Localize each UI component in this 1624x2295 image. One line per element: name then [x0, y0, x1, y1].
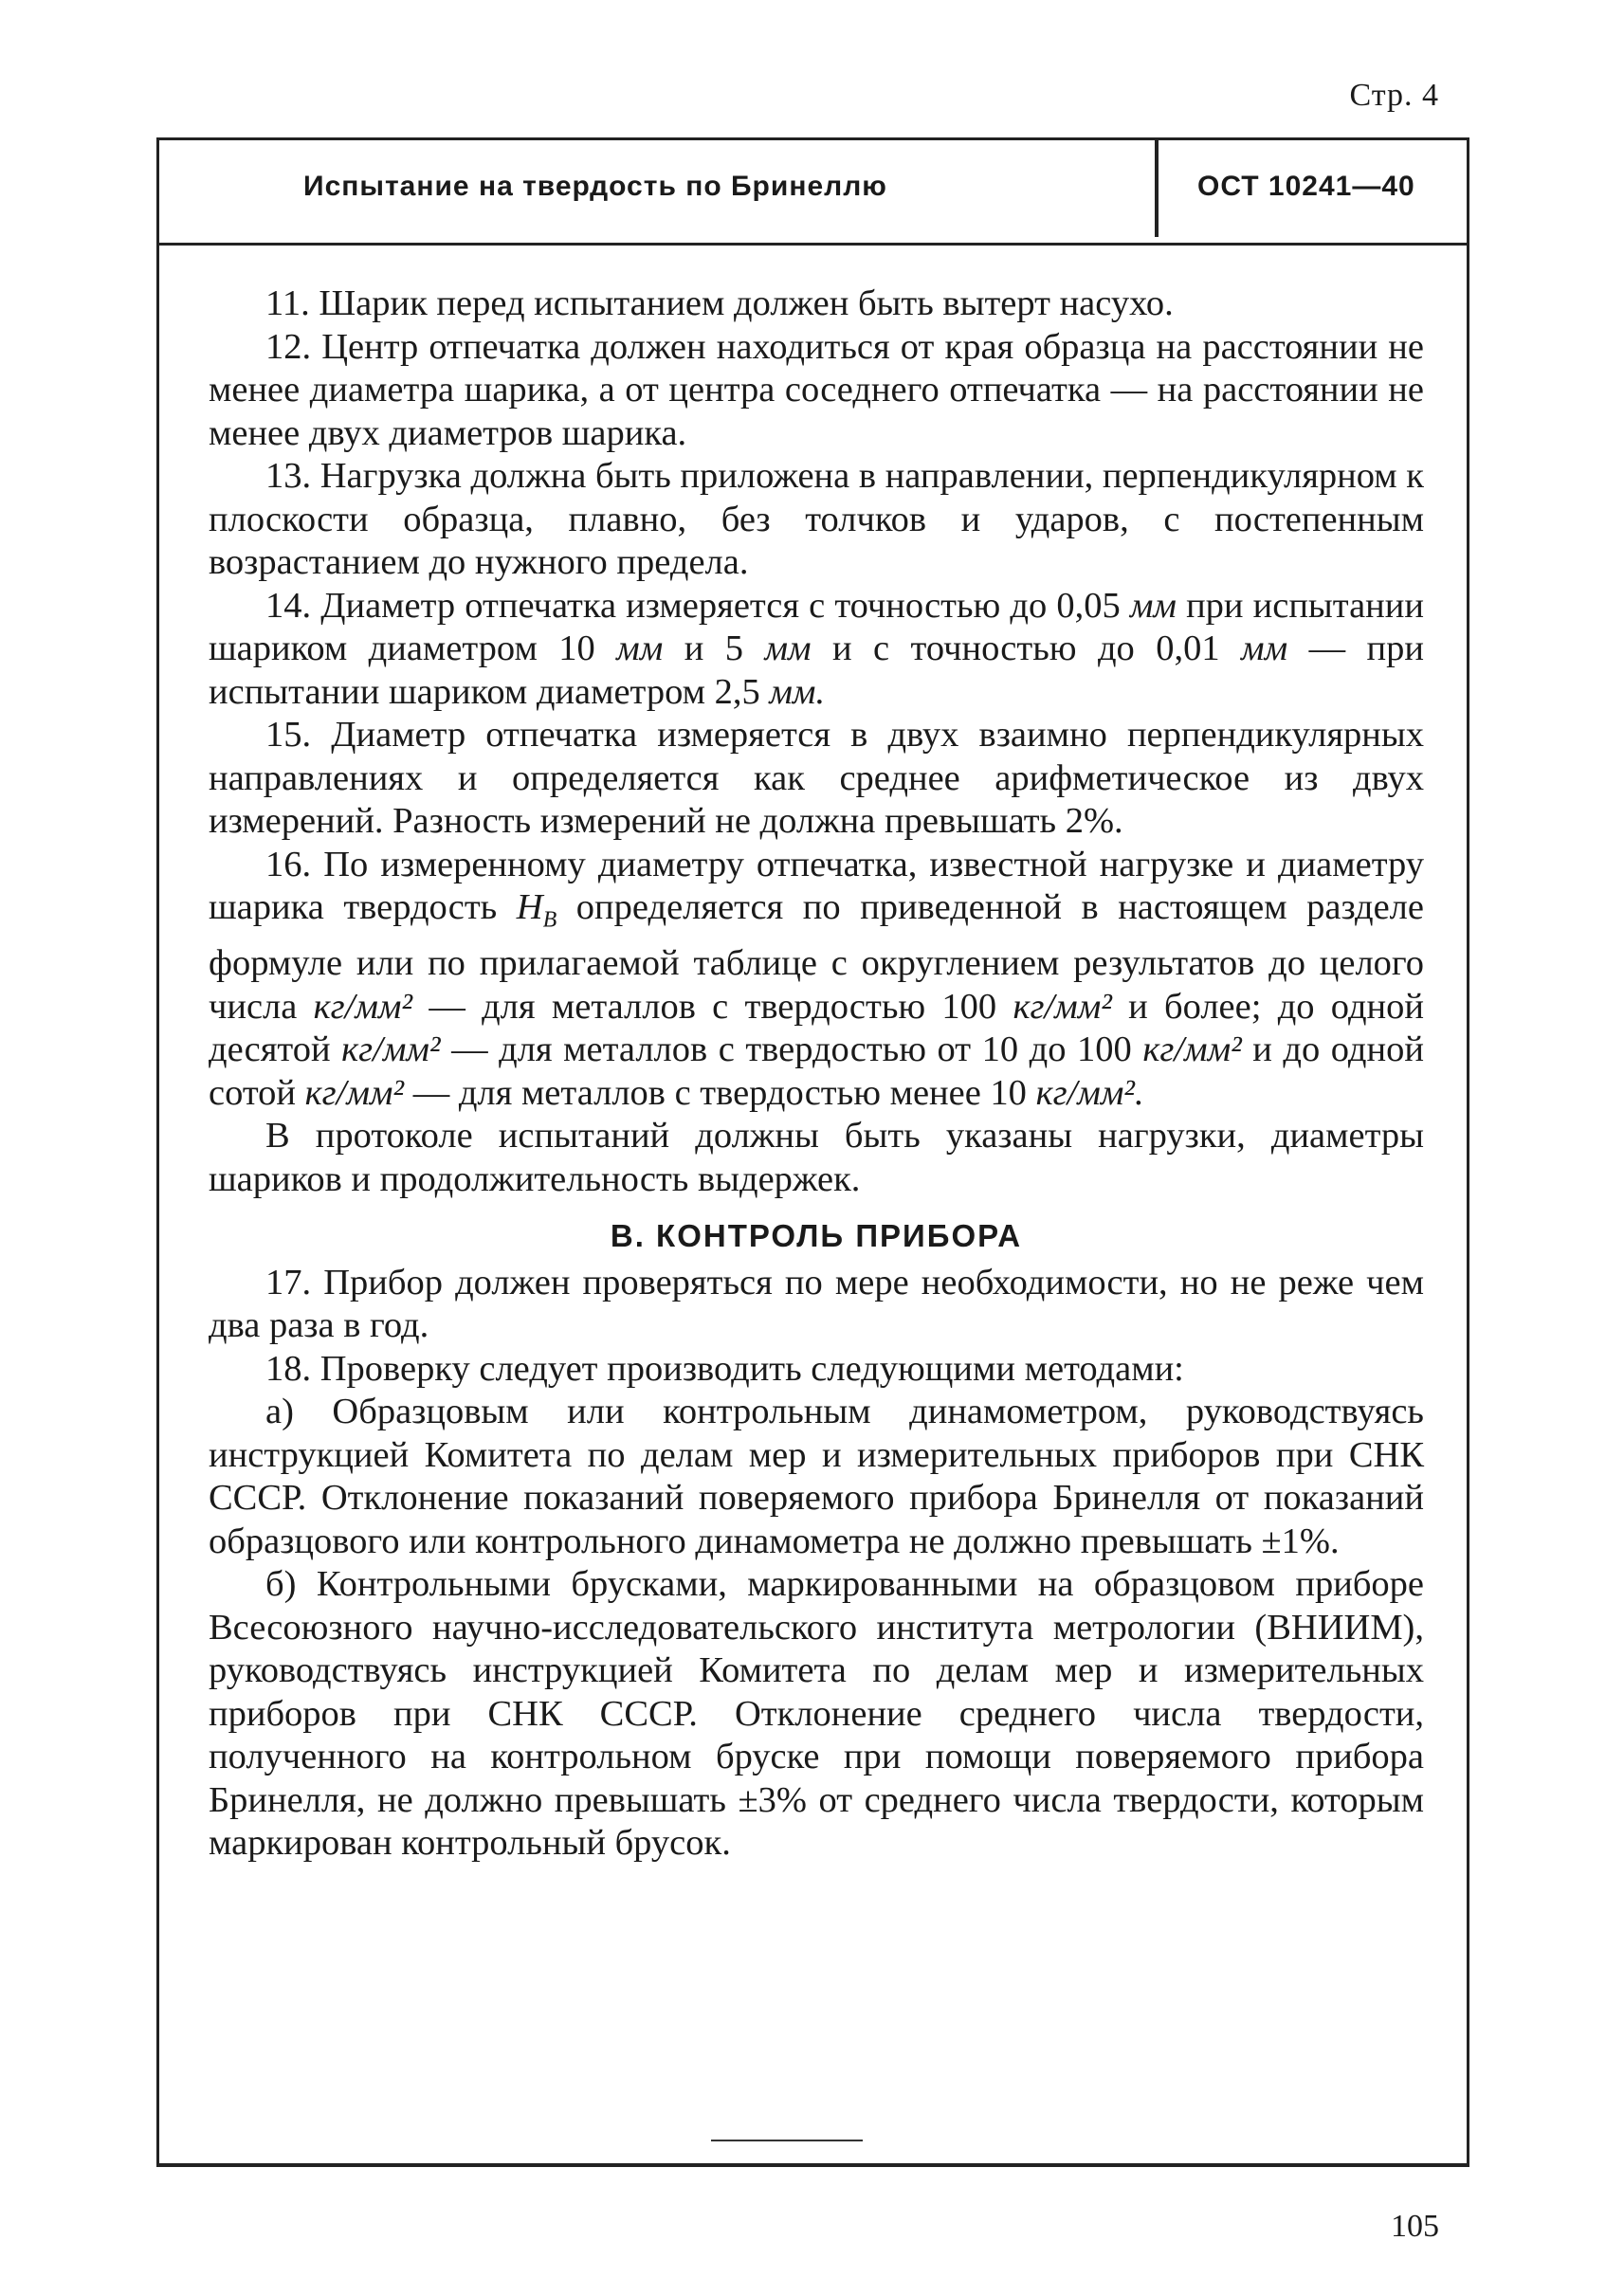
paragraph-11: 11. Шарик перед испытанием должен быть вытерт насухо.: [265, 283, 1174, 323]
paragraph-17: 17. Прибор должен проверяться по мере необходимости, но не реже чем два раза в год.: [209, 1262, 1424, 1346]
frame-top-rule: [156, 137, 1469, 140]
paragraph-12: 12. Центр отпечатка должен находиться от края образца на расстоянии не менее диаметра шарика, а от центра соседнего отпечатка — на расстоянии не менее двух диаметров шарика.: [209, 326, 1424, 453]
paragraph-14: 14. Диаметр отпечатка измеряется с точностью до 0,05 мм при испытании шариком диаметром 10 мм и 5 мм и с точностью до 0,01 мм — при испытании шариком диаметром 2,5 мм.: [209, 585, 1424, 712]
standard-code: ОСТ 10241—40: [1197, 171, 1415, 202]
document-body: [209, 282, 1424, 1866]
paragraph-18a: а) Образцовым или контрольным динамометром, руководствуясь инструкцией Комитета по делам мер и измерительных приборов при СНК СССР. Отклонение показаний поверяемого прибора Бринелля от показаний образцового или контрольного динамометра не должно превышать ±1%.: [209, 1392, 1424, 1561]
end-rule: [711, 2140, 863, 2141]
page-label: Стр. 4: [1349, 78, 1439, 113]
paragraph-16-note: В протоколе испытаний должны быть указаны нагрузки, диаметры шариков и продолжительность выдержек.: [209, 1116, 1424, 1199]
hardness-symbol: $H_B$: [516, 887, 557, 933]
header-divider: [1155, 140, 1159, 237]
frame-bottom-rule: [156, 2163, 1469, 2167]
document-title: Испытание на твердость по Бринеллю: [303, 171, 887, 202]
section-heading-b: В. КОНТРОЛЬ ПРИБОРА: [610, 1218, 1023, 1254]
page-number: 105: [1391, 2209, 1439, 2244]
paragraph-13: 13. Нагрузка должна быть приложена в направлении, перпендикулярном к плоскости образца, плавно, без толчков и ударов, с постепенным возрастанием до нужного предела.: [209, 456, 1424, 582]
paragraph-15: 15. Диаметр отпечатка измеряется в двух взаимно перпендикулярных направлениях и определяется как среднее арифметическое из двух измерений. Разность измерений не должна превышать 2%.: [209, 715, 1424, 841]
paragraph-18: 18. Проверку следует производить следующими методами:: [265, 1348, 1184, 1389]
header-rule: [159, 243, 1467, 246]
paragraph-16: 16. По измеренному диаметру отпечатка, известной нагрузке и диаметру шарика твердость $H_B$ определяется по приведенной в настоящем разделе формуле или по прилагаемой таблице с округлением результатов до целого числа кг/мм² — для металлов с твердостью 100 кг/мм² и более; до одной десятой кг/мм² — для металлов с твердостью от 10 до 100 кг/мм² и до одной сотой кг/мм² — для металлов с твердостью менее 10 кг/мм².: [209, 844, 1424, 1113]
paragraph-18b: б) Контрольными брусками, маркированными на образцовом приборе Всесоюзного научно-исследовательского института метрологии (ВНИИМ), руководствуясь инструкцией Комитета по делам мер и измерительных приборов при СНК СССР. Отклонение среднего числа твердости, полученного на контрольном бруске при помощи поверяемого прибора Бринелля, не должно превышать ±3% от среднего числа твердости, которым маркирован контрольный брусок.: [209, 1564, 1424, 1864]
